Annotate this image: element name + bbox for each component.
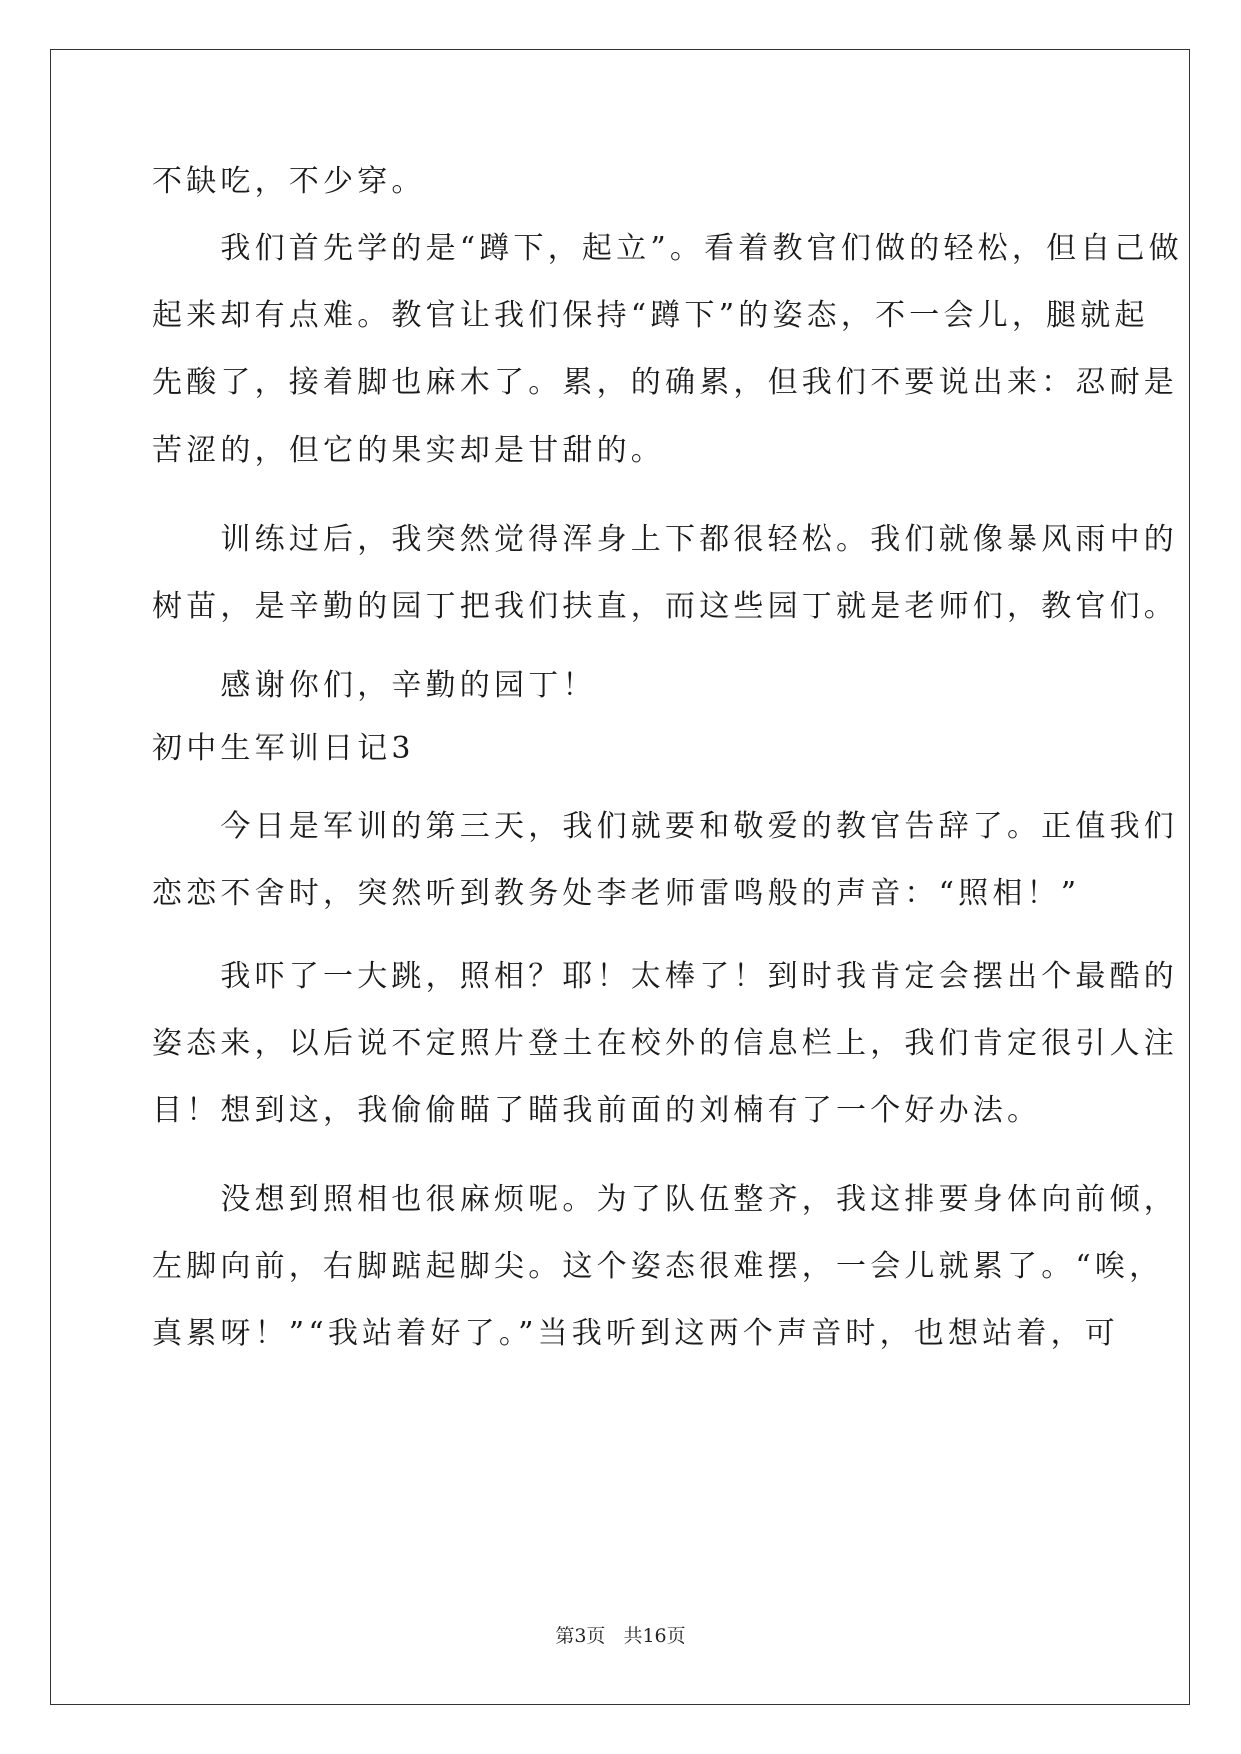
text-line: 先酸了，接着脚也麻木了。累，的确累，但我们不要说出来：忍耐是 (152, 365, 1178, 400)
text-line: 目！想到这，我偷偷瞄了瞄我前面的刘楠有了一个好办法。 (152, 1093, 1042, 1128)
page-footer (0, 1621, 1241, 1648)
text-line: 训练过后，我突然觉得浑身上下都很轻松。我们就像暴风雨中的 (152, 522, 1178, 557)
page-number: 第3页 (555, 1625, 606, 1647)
text-line: 姿态来，以后说不定照片登土在校外的信息栏上，我们肯定很引人注 (152, 1026, 1178, 1061)
text-line: 苦涩的，但它的果实却是甘甜的。 (152, 433, 665, 468)
section-heading: 初中生军训日记3 (152, 731, 415, 766)
text-line: 树苗，是辛勤的园丁把我们扶直，而这些园丁就是老师们，教官们。 (152, 589, 1178, 624)
text-line: 没想到照相也很麻烦呢。为了队伍整齐，我这排要身体向前倾， (152, 1182, 1178, 1217)
text-line: 不缺吃，不少穿。 (152, 164, 426, 199)
text-line: 感谢你们，辛勤的园丁！ (152, 668, 597, 703)
text-line: 我吓了一大跳，照相？耶！太棒了！到时我肯定会摆出个最酷的 (152, 959, 1178, 994)
text-line: 真累呀！”“我站着好了。”当我听到这两个声音时，也想站着，可 (152, 1316, 1120, 1351)
text-line: 左脚向前，右脚踮起脚尖。这个姿态很难摆，一会儿就累了。“唉， (152, 1249, 1164, 1284)
text-line: 我们首先学的是“蹲下，起立”。看着教官们做的轻松，但自己做 (152, 231, 1183, 266)
text-line: 恋恋不舍时，突然听到教务处李老师雷鸣般的声音：“照相！” (152, 876, 1081, 911)
text-line: 今日是军训的第三天，我们就要和敬爱的教官告辞了。正值我们 (152, 809, 1178, 844)
text-line: 起来却有点难。教官让我们保持“蹲下”的姿态，不一会儿，腿就起 (152, 298, 1149, 333)
page-total: 共16页 (623, 1625, 686, 1647)
